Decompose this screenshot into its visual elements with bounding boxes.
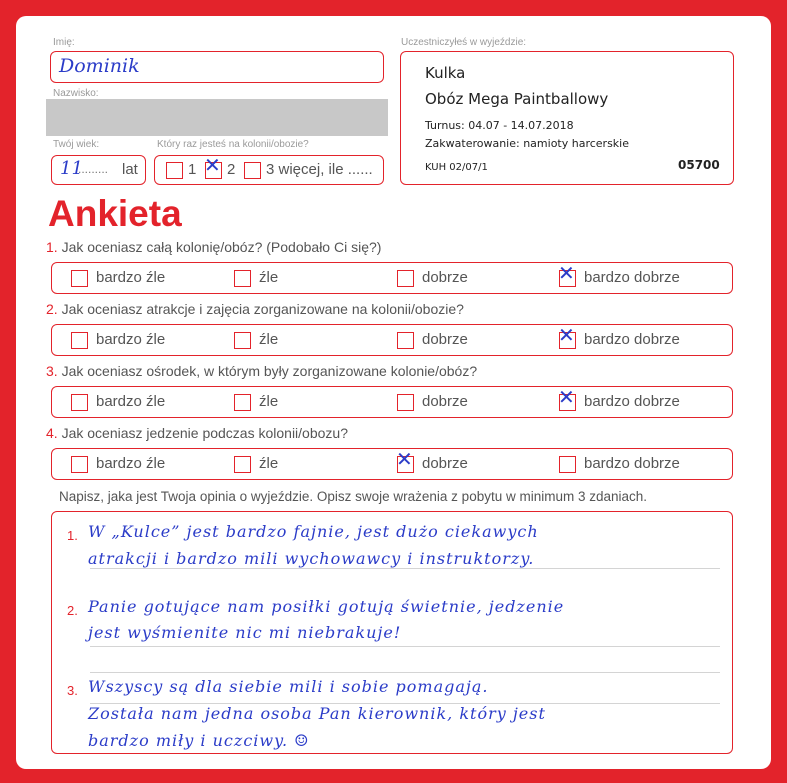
q1-option-2: źle [259, 269, 279, 286]
trip-lodging: Zakwaterowanie: namioty harcerskie [425, 137, 629, 150]
age-label: Twój wiek: [53, 139, 100, 150]
survey-title: Ankieta [48, 193, 182, 234]
opinion-prompt: Napisz, jaka jest Twoja opinia o wyjeździe. Opisz swoje wrażenia z pobytu w minimum 3 zdaniach. [59, 489, 648, 504]
q1-checkbox-4[interactable] [558, 261, 576, 287]
question-1 [46, 239, 381, 255]
answer-2-line-2: jest wyśmienite nic mi niebrakuje! [88, 623, 402, 642]
answer-2-number: 2. [67, 603, 78, 618]
trip-turnus: Turnus: 04.07 - 14.07.2018 [425, 119, 574, 132]
ruled-line [90, 646, 720, 647]
check-mark-icon: ✕ [396, 447, 413, 471]
age-value: 11 [60, 158, 83, 179]
q3-checkbox-4[interactable] [558, 385, 576, 411]
answer-1-line-1: W „Kulce” jest bardzo fajnie, jest dużo ciekawych [88, 522, 539, 541]
trip-camp: Obóz Mega Paintballowy [425, 90, 609, 108]
check-mark-icon: ✕ [204, 153, 221, 177]
question-4-options [51, 448, 733, 480]
q1-option-1: bardzo źle [96, 269, 166, 286]
times-checkbox-1[interactable] [166, 162, 183, 179]
question-text: Jak oceniasz jedzenie podczas kolonii/obozu? [61, 425, 348, 441]
q4-checkbox-2[interactable] [234, 456, 251, 473]
trip-card [400, 51, 734, 185]
trip-name: Kulka [425, 64, 466, 82]
q4-option-1: bardzo źle [96, 455, 166, 472]
times-field [154, 155, 384, 185]
q3-option-2: źle [259, 393, 279, 410]
question-1-options [51, 262, 733, 294]
trip-label: Uczestniczyłeś w wyjeździe: [401, 37, 527, 48]
question-4 [46, 425, 348, 441]
name-field[interactable] [50, 51, 384, 83]
q2-checkbox-2[interactable] [234, 332, 251, 349]
ruled-line [90, 568, 720, 569]
q3-checkbox-2[interactable] [234, 394, 251, 411]
q2-option-2: źle [259, 331, 279, 348]
q1-option-3: dobrze [422, 269, 468, 286]
question-number: 1. [46, 239, 58, 255]
question-text: Jak oceniasz atrakcje i zajęcia zorganizowane na kolonii/obozie? [61, 301, 464, 317]
q1-checkbox-1[interactable] [71, 270, 88, 287]
q2-option-3: dobrze [422, 331, 468, 348]
times-option-3: 3 więcej, ile ...... [266, 161, 373, 178]
question-text: Jak oceniasz ośrodek, w którym były zorganizowane kolonie/obóz? [61, 363, 478, 379]
q3-option-4: bardzo dobrze [584, 393, 680, 410]
check-mark-icon: ✕ [558, 385, 575, 409]
q2-checkbox-3[interactable] [397, 332, 414, 349]
times-checkbox-2[interactable] [204, 153, 222, 179]
q4-checkbox-4[interactable] [559, 456, 576, 473]
question-3 [46, 363, 477, 379]
q3-option-1: bardzo źle [96, 393, 166, 410]
answer-1-line-2: atrakcji i bardzo mili wychowawcy i instruktorzy. [88, 549, 535, 568]
answer-3-line-2: Została nam jedna osoba Pan kierownik, który jest [88, 704, 546, 723]
answer-3-number: 3. [67, 683, 78, 698]
check-mark-icon: ✕ [558, 323, 575, 347]
question-number: 4. [46, 425, 58, 441]
times-option-1: 1 [188, 161, 197, 178]
q4-checkbox-3[interactable] [396, 447, 414, 473]
answer-2-line-1: Panie gotujące nam posiłki gotują świetnie, jedzenie [88, 597, 565, 616]
age-field[interactable] [51, 155, 146, 185]
q3-option-3: dobrze [422, 393, 468, 410]
q1-checkbox-3[interactable] [397, 270, 414, 287]
question-number: 3. [46, 363, 58, 379]
name-label: Imię: [53, 37, 75, 48]
question-2 [46, 301, 464, 317]
q2-checkbox-4[interactable] [558, 323, 576, 349]
q3-checkbox-3[interactable] [397, 394, 414, 411]
trip-code: KUH 02/07/1 [425, 162, 488, 173]
answer-3-line-1: Wszyscy są dla siebie mili i sobie pomagają. [88, 677, 489, 696]
question-number: 2. [46, 301, 58, 317]
check-mark-icon: ✕ [558, 261, 575, 285]
answer-1-number: 1. [67, 528, 78, 543]
surname-redaction [46, 99, 388, 136]
question-3-options [51, 386, 733, 418]
q1-checkbox-2[interactable] [234, 270, 251, 287]
answer-3-line-3: bardzo miły i uczciwy. ☺ [88, 731, 310, 750]
q2-checkbox-1[interactable] [71, 332, 88, 349]
surname-label: Nazwisko: [53, 88, 99, 99]
age-unit: lat [122, 161, 138, 178]
q2-option-4: bardzo dobrze [584, 331, 680, 348]
times-option-2: 2 [227, 161, 236, 178]
times-checkbox-3[interactable] [244, 162, 261, 179]
age-dots: ......... [78, 162, 109, 176]
q3-checkbox-1[interactable] [71, 394, 88, 411]
ruled-line [90, 672, 720, 673]
question-2-options [51, 324, 733, 356]
q4-checkbox-1[interactable] [71, 456, 88, 473]
q4-option-3: dobrze [422, 455, 468, 472]
q1-option-4: bardzo dobrze [584, 269, 680, 286]
trip-number: 05700 [678, 158, 720, 172]
q2-option-1: bardzo źle [96, 331, 166, 348]
question-text: Jak oceniasz całą kolonię/obóz? (Podobało Ci się?) [61, 239, 382, 255]
q4-option-2: źle [259, 455, 279, 472]
q4-option-4: bardzo dobrze [584, 455, 680, 472]
name-value: Dominik [59, 55, 140, 77]
times-label: Który raz jesteś na kolonii/obozie? [157, 139, 309, 150]
